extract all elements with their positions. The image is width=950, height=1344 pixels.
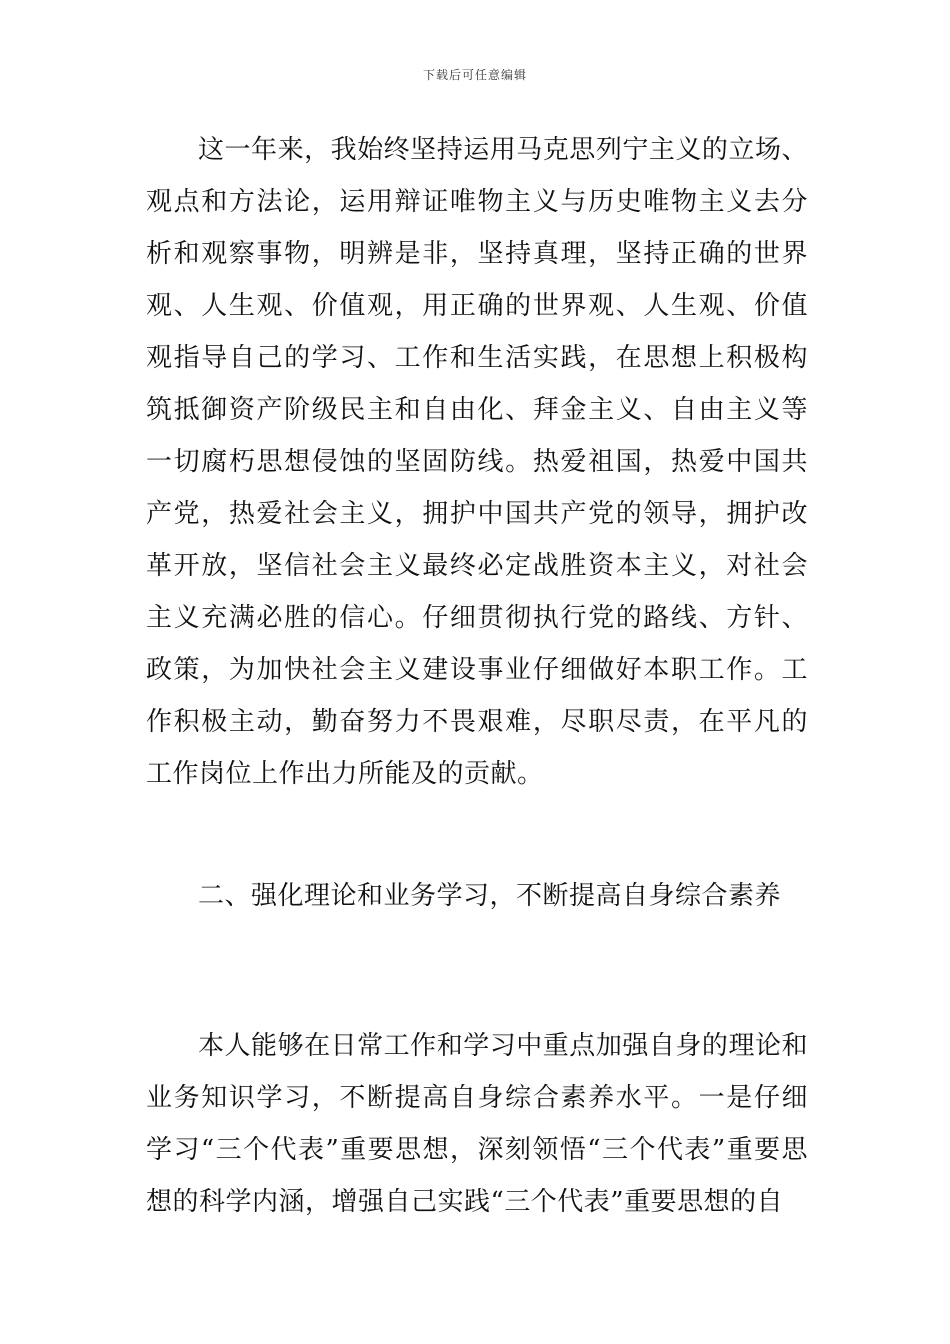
paragraph-1: 这一年来，我始终坚持运用马克思列宁主义的立场、观点和方法论，运用辩证唯物主义与历史唯物主义去分析和观察事物，明辨是非，坚持真理，坚持正确的世界观、人生观、价值观，用正确的世界观、人生观、价值观指导自己的学习、工作和生活实践，在思想上积极构筑抵御资产阶级民主和自由化、拜金主义、自由主义等一切腐朽思想侵蚀的坚固防线。热爱祖国，热爱中国共产党，热爱社会主义，拥护中国共产党的领导，拥护改革开放，坚信社会主义最终必定战胜资本主义，对社会主义充满必胜的信心。仔细贯彻执行党的路线、方针、政策，为加快社会主义建设事业仔细做好本职工作。工作积极主动，勤奋努力不畏艰难，尽职尽责，在平凡的工作岗位上作出力所能及的贡献。: [146, 135, 808, 789]
page-header: 下载后可任意编辑: [422, 68, 527, 82]
section-heading-2: 二、强化理论和业务学习，不断提高自身综合素养: [198, 881, 782, 911]
paragraph-2: 本人能够在日常工作和学习中重点加强自身的理论和业务知识学习，不断提高自身综合素养水平。一是仔细学习“三个代表”重要思想，深刻领悟“三个代表”重要思想的科学内涵，增强自己实践“三个代表”重要思想的自: [146, 1031, 808, 1217]
